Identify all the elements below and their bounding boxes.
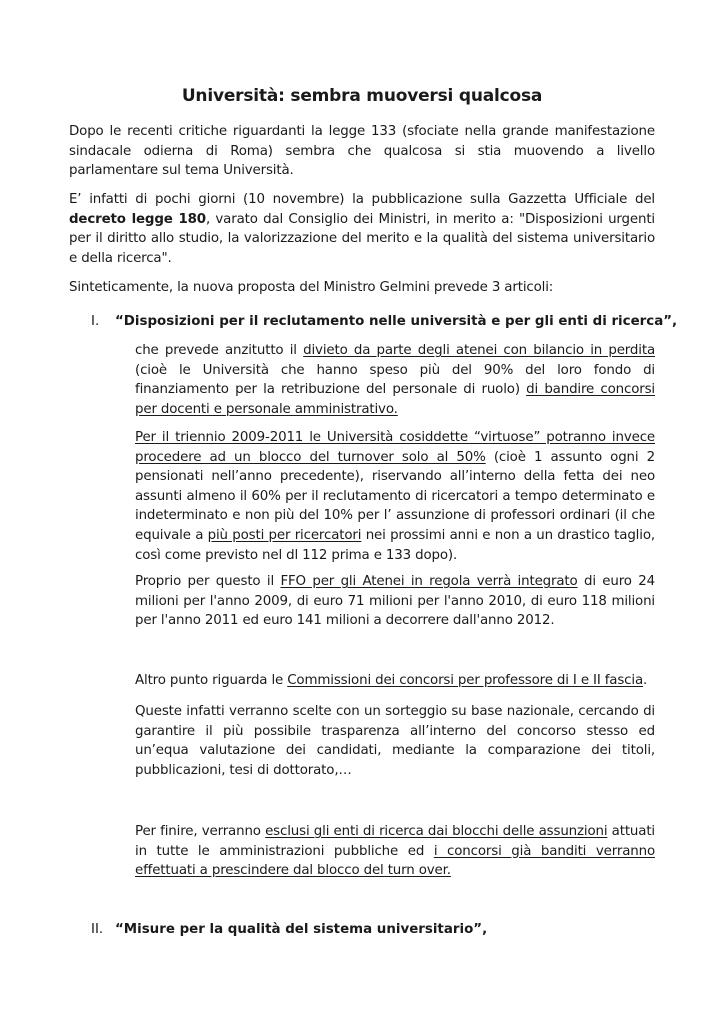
underlined-text: FFO per gli Atenei in regola verrà integrato [280, 574, 578, 589]
article-2-heading [91, 920, 487, 940]
decree-text-after: , varato dal Consiglio dei Ministri, in merito a: "Disposizioni urgenti per il diritto allo studio, la valorizzazione del merito e la qualità del sistema universitario e della ricerca". [69, 211, 655, 266]
article-2-number: II. [91, 922, 104, 937]
article-2-title: “Misure per la qualità del sistema universitario”, [115, 922, 488, 937]
article-1-paragraph-4 [135, 671, 655, 691]
text-span: Per finire, verranno [135, 824, 266, 839]
article-1-heading [91, 312, 677, 332]
intro-paragraph: Dopo le recenti critiche riguardanti la legge 133 (sfociate nella grande manifestazione sindacale odierna di Roma) sembra che qualcosa si stia muovendo a livello parlamentare sul tema Università. [69, 124, 655, 179]
article-1-paragraph-5: Queste infatti verranno scelte con un sorteggio su base nazionale, cercando di garantire il più possibile trasparenza all’interno del concorso stesso ed un’equa valutazione dei candidati, mediante la comparazione dei titoli, pubblicazioni, tesi di dottorato,… [135, 704, 655, 778]
text-span: . [643, 673, 648, 688]
article-1-paragraph-3 [135, 572, 655, 631]
article-1-paragraph-2 [135, 428, 655, 565]
decree-paragraph [69, 190, 655, 268]
text-span: Proprio per questo il [135, 574, 281, 589]
underlined-text: i concorsi già banditi verranno effettuati a prescindere dal blocco del turn over. [135, 843, 655, 879]
text-span: che prevede anzitutto il [135, 343, 304, 358]
underlined-text: Per il triennio 2009-2011 le Università cosiddette “virtuose” potranno invece procedere ad un blocco del turnover solo al 50% [135, 430, 655, 465]
article-1-paragraph-6 [135, 822, 655, 881]
underlined-text: Commissioni dei concorsi per professore di I e II fascia [287, 673, 644, 688]
text-span: (cioè 1 assunto ogni 2 pensionati nell’anno precedente), riservando all’interno della fetta dei neo assunti almeno il 60% per il reclutamento di ricercatori a tempo determinato e indeterminato e non più del 10% per l’ assunzione di professori ordinari (il che equivale a [135, 449, 655, 543]
decree-text-before: E’ infatti di pochi giorni (10 novembre) la pubblicazione sulla Gazzetta Ufficiale del [69, 192, 655, 207]
article-1-number: I. [91, 314, 100, 329]
underlined-text: esclusi gli enti di ricerca dai blocchi delle assunzioni [265, 824, 608, 839]
underlined-text: di bandire concorsi per docenti e personale amministrativo. [135, 382, 656, 417]
article-1-paragraph-1 [135, 341, 655, 419]
text-span: nei prossimi anni e non a un drastico taglio, così come previsto nel dl 112 prima e 133 dopo). [135, 527, 655, 563]
text-span: di euro 24 milioni per l'anno 2009, di euro 71 milioni per l'anno 2010, di euro 118 milioni per l'anno 2011 ed euro 141 milioni a decorrere dall'anno 2012. [135, 574, 655, 629]
text-span: (cioè le Università che hanno speso più del 90% del loro fondo di finanziamento per la retribuzione del personale di ruolo) [135, 362, 655, 398]
decree-name: decreto legge 180 [69, 211, 206, 227]
summary-paragraph: Sinteticamente, la nuova proposta del Ministro Gelmini prevede 3 articoli: [69, 280, 554, 295]
document-title: Università: sembra muoversi qualcosa [181, 86, 543, 106]
text-span: attuati in tutte le amministrazioni pubbliche ed [135, 824, 655, 859]
article-1-title: “Disposizioni per il reclutamento nelle università e per gli enti di ricerca”, [115, 314, 678, 329]
underlined-text: divieto da parte degli atenei con bilancio in perdita [303, 343, 656, 358]
underlined-text: più posti per ricercatori [207, 527, 362, 543]
text-span: Altro punto riguarda le [135, 673, 288, 688]
